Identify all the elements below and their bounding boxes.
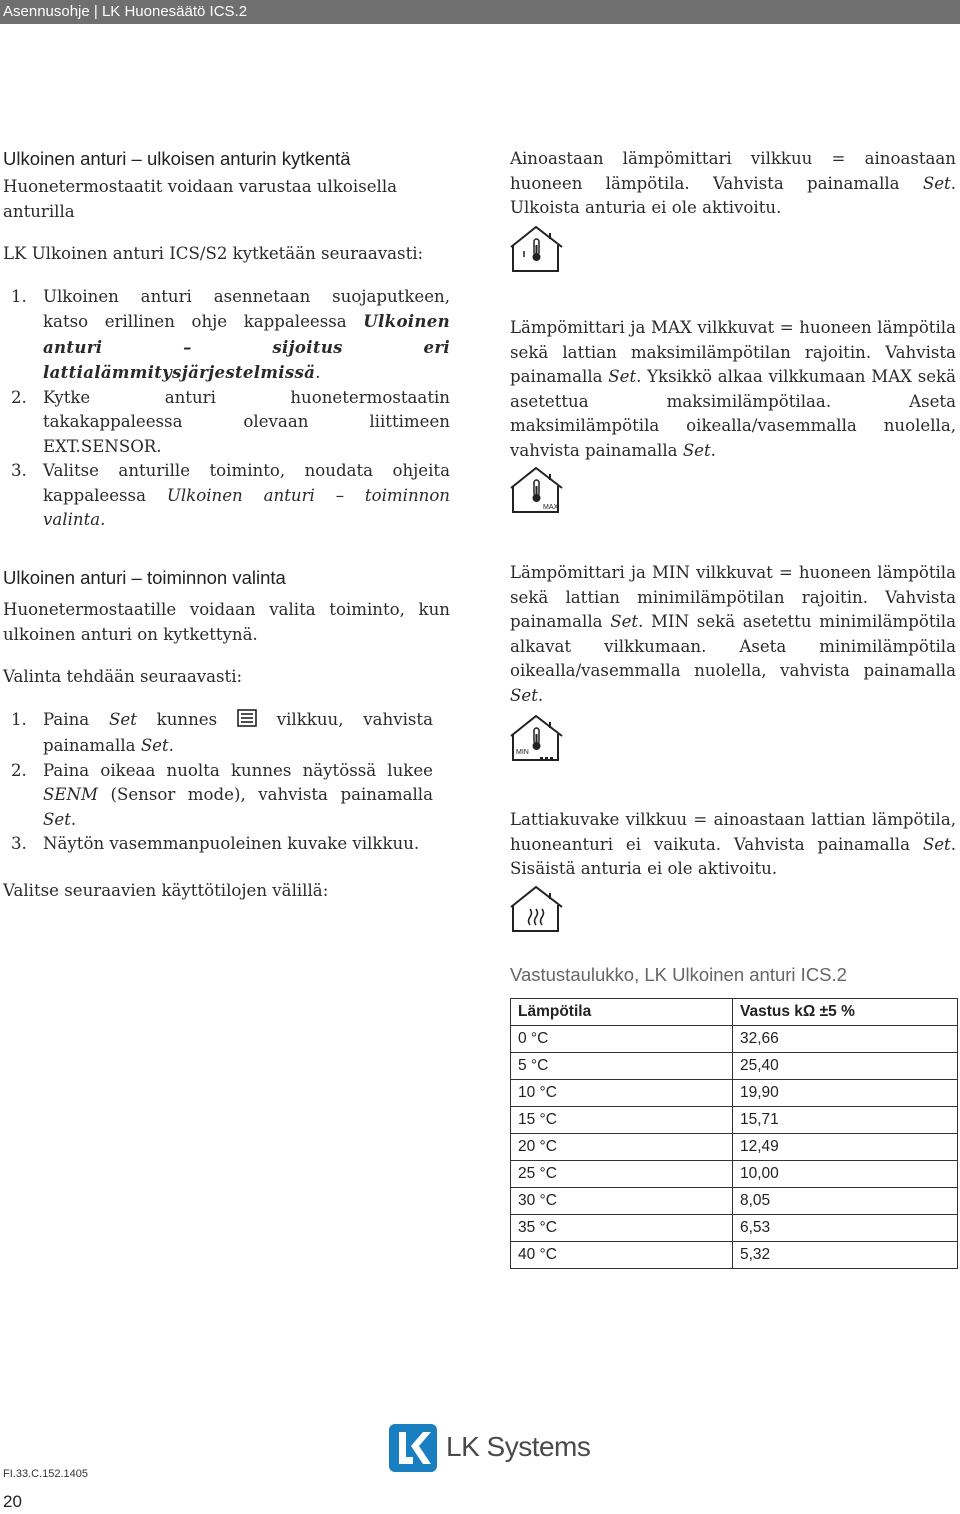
menu-icon [237,709,257,735]
brand-name: LK Systems [446,1431,591,1462]
section1-heading: Ulkoinen anturi – ulkoisen anturin kytkentä [3,148,351,169]
connection-steps [3,285,450,533]
list-item: 2. Kytke anturi huonetermostaatin takakappaleessa olevaan liittimeen EXT.SENSOR. [11,387,450,456]
room-max-icon [510,466,566,518]
table-row: 25 °C 10,00 [511,1161,958,1188]
mode-floor-only: Lattiakuvake vilkkuu = ainoastaan lattian lämpötila, huoneanturi ei vaikuta. Vahvista painamalla Set. Sisäistä anturia ei ole aktivoitu. [510,810,956,878]
section1-intro: Huonetermostaatit voidaan varustaa ulkoisella anturilla [3,177,398,221]
floor-heating-icon [510,885,566,937]
closing-text: Valitse seuraavien käyttötilojen välillä: [3,880,329,900]
table-row: 5 °C 25,40 [511,1053,958,1080]
list-item: 2. Paina oikeaa nuolta kunnes näytössä lukee SENM (Sensor mode), vahvista painamalla Set. [11,760,433,829]
table-row: 0 °C 32,66 [511,1026,958,1053]
table-title: Vastustaulukko, LK Ulkoinen anturi ICS.2 [510,964,847,985]
column-header: Lämpötila [511,999,733,1026]
list-item: 3. Näytön vasemmanpuoleinen kuvake vilkkuu. [11,834,420,853]
section2-intro: Huonetermostaatille voidaan valita toiminto, kun ulkoinen anturi on kytkettynä. [3,600,450,644]
section2-heading: Ulkoinen anturi – toiminnon valinta [3,567,286,588]
table-row: 15 °C 15,71 [511,1107,958,1134]
section1-lead: LK Ulkoinen anturi ICS/S2 kytketään seuraavasti: [3,244,424,263]
resistance-table [510,998,958,1269]
room-min-icon [510,714,566,766]
table-row: 40 °C 5,32 [511,1242,958,1269]
selection-steps [3,708,433,857]
mode-room-max: Lämpömittari ja MAX vilkkuvat = huoneen lämpötila sekä lattian maksimilämpötilan rajoitin. Vahvista painamalla Set. Yksikkö alkaa vilkkumaan MAX sekä asetettua maksimilämpötilaa. Aseta maksimilämpötila oikealla/vasemmalla nuolella, vahvista painamalla Set. [510,318,956,460]
table-row: 10 °C 19,90 [511,1080,958,1107]
max-label: MAX [543,504,559,511]
table-row: 30 °C 8,05 [511,1188,958,1215]
section2-lead: Valinta tehdään seuraavasti: [3,667,243,686]
table-header-row [511,999,958,1026]
left-column [3,147,450,533]
table-row: 35 °C 6,53 [511,1215,958,1242]
list-item: 1. Ulkoinen anturi asennetaan suojaputkeen, katso erillinen ohje kappaleessa Ulkoinen anturi – sijoitus eri lattialämmitysjärjestelmissä. [11,286,450,382]
mode-room-min: Lämpömittari ja MIN vilkkuvat = huoneen lämpötila sekä lattian minimilämpötilan rajoitin. Vahvista painamalla Set. MIN sekä asetettu minimilämpötila alkavat vilkkumaan. Aseta minimilämpötila oikealla/vasemmalla nuolella, vahvista painamalla Set. [510,563,957,705]
list-item: 3. Valitse anturille toiminto, noudata ohjeita kappaleessa Ulkoinen anturi – toiminnon valinta. [11,461,450,529]
room-thermometer-icon [510,225,566,277]
mode-room-only: Ainoastaan lämpömittari vilkkuu = ainoastaan huoneen lämpötila. Vahvista painamalla Set. Ulkoista anturia ei ole aktivoitu. [510,149,956,217]
min-label: MIN [516,749,529,756]
left-column-section2 [3,566,450,903]
page-header: Asennusohje | LK Huonesäätö ICS.2 [0,0,960,24]
page-number: 20 [3,1492,22,1511]
list-item: 1. Paina Set kunnes vilkkuu, vahvista painamalla Set. [11,709,433,755]
document-code: FI.33.C.152.1405 [3,1468,89,1480]
table-row: 20 °C 12,49 [511,1134,958,1161]
lk-logo-icon [389,1424,437,1476]
column-header: Vastus kΩ ±5 % [733,999,958,1026]
